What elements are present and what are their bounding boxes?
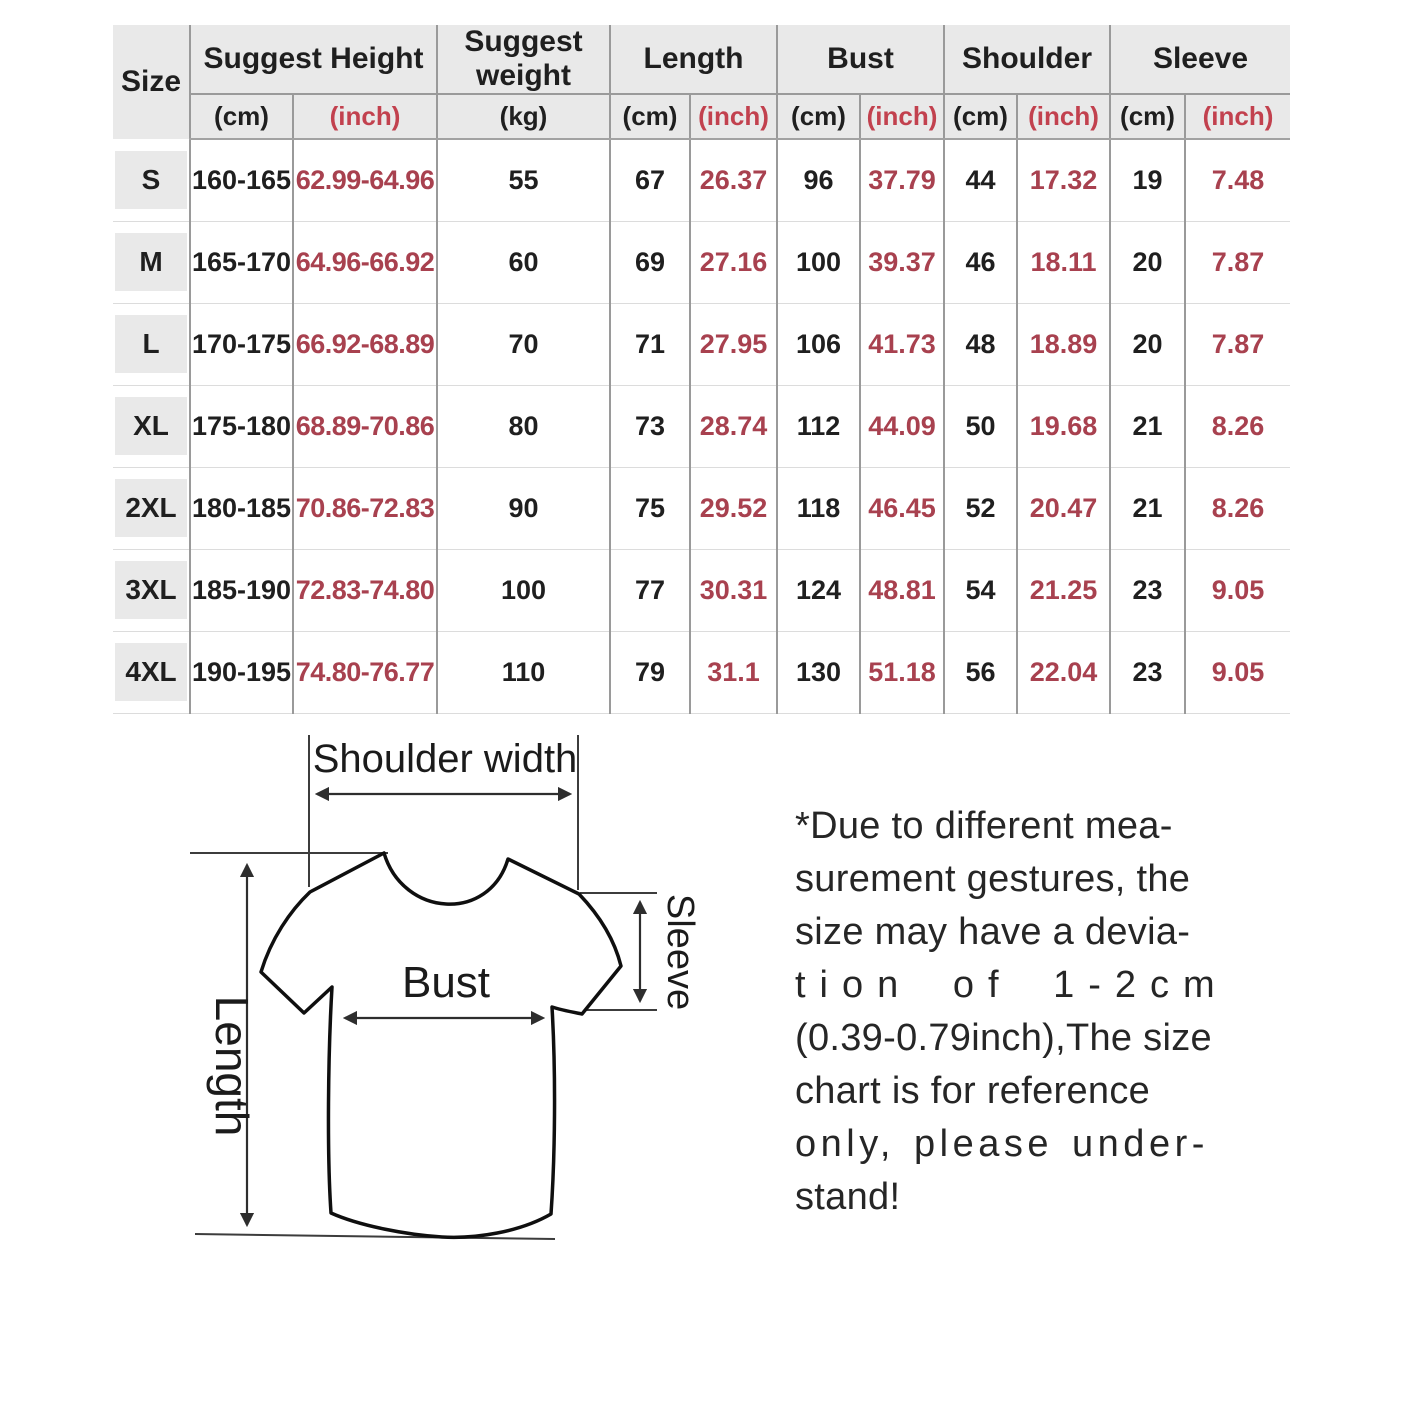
table-cell: 112	[777, 385, 860, 467]
note-line: only, please under-	[795, 1123, 1209, 1165]
length-bottom-guide-line	[195, 1234, 555, 1239]
table-cell: 70.86-72.83	[293, 467, 437, 549]
size-badge: 2XL	[115, 479, 187, 537]
unit-bust-cm: (cm)	[777, 94, 860, 139]
table-cell: 66.92-68.89	[293, 303, 437, 385]
unit-weight-kg: (kg)	[437, 94, 610, 139]
table-cell: 7.48	[1185, 139, 1290, 221]
size-cell	[113, 139, 190, 221]
size-chart-table	[113, 25, 1290, 714]
table-cell: 23	[1110, 549, 1185, 631]
table-cell: 165-170	[190, 221, 293, 303]
table-row-s	[113, 139, 1290, 221]
bust-label: Bust	[401, 958, 491, 1007]
unit-length-inch: (inch)	[690, 94, 777, 139]
size-badge: L	[115, 315, 187, 373]
table-cell: 185-190	[190, 549, 293, 631]
table-cell: 79	[610, 631, 690, 713]
table-cell: 75	[610, 467, 690, 549]
table-cell: 160-165	[190, 139, 293, 221]
table-cell: 130	[777, 631, 860, 713]
table-cell: 118	[777, 467, 860, 549]
table-cell: 41.73	[860, 303, 944, 385]
table-cell: 20	[1110, 221, 1185, 303]
size-chart-section	[113, 25, 1290, 714]
table-cell: 9.05	[1185, 631, 1290, 713]
unit-sleeve-cm: (cm)	[1110, 94, 1185, 139]
table-cell: 27.16	[690, 221, 777, 303]
table-row-4xl	[113, 631, 1290, 713]
note-line: *Due to different mea-	[795, 805, 1173, 847]
table-cell: 64.96-66.92	[293, 221, 437, 303]
table-cell: 48.81	[860, 549, 944, 631]
size-cell	[113, 303, 190, 385]
note-line: tion of 1-2cm	[795, 964, 1229, 1006]
size-cell	[113, 385, 190, 467]
table-cell: 19	[1110, 139, 1185, 221]
table-cell: 96	[777, 139, 860, 221]
unit-height-inch: (inch)	[293, 94, 437, 139]
table-cell: 20.47	[1017, 467, 1110, 549]
length-label: Length	[206, 995, 258, 1137]
table-cell: 190-195	[190, 631, 293, 713]
table-cell: 26.37	[690, 139, 777, 221]
table-cell: 110	[437, 631, 610, 713]
table-cell: 77	[610, 549, 690, 631]
table-cell: 7.87	[1185, 221, 1290, 303]
table-cell: 48	[944, 303, 1017, 385]
table-cell: 31.1	[690, 631, 777, 713]
table-cell: 69	[610, 221, 690, 303]
table-cell: 39.37	[860, 221, 944, 303]
table-cell: 18.11	[1017, 221, 1110, 303]
table-cell: 51.18	[860, 631, 944, 713]
tshirt-outline	[261, 853, 621, 1237]
col-header-shoulder: Shoulder	[944, 25, 1110, 94]
note-line: chart is for reference	[795, 1070, 1151, 1112]
table-row-xl	[113, 385, 1290, 467]
table-cell: 9.05	[1185, 549, 1290, 631]
header-units-row	[113, 94, 1290, 139]
table-cell: 7.87	[1185, 303, 1290, 385]
unit-sleeve-inch: (inch)	[1185, 94, 1290, 139]
header-group-row	[113, 25, 1290, 94]
table-cell: 18.89	[1017, 303, 1110, 385]
table-cell: 62.99-64.96	[293, 139, 437, 221]
measurement-note	[795, 800, 1247, 1224]
table-cell: 56	[944, 631, 1017, 713]
table-cell: 106	[777, 303, 860, 385]
note-line: stand!	[795, 1176, 901, 1218]
unit-length-cm: (cm)	[610, 94, 690, 139]
table-row-m	[113, 221, 1290, 303]
table-cell: 21	[1110, 467, 1185, 549]
table-cell: 22.04	[1017, 631, 1110, 713]
table-row-3xl	[113, 549, 1290, 631]
unit-shoulder-cm: (cm)	[944, 94, 1017, 139]
table-cell: 54	[944, 549, 1017, 631]
table-cell: 67	[610, 139, 690, 221]
table-cell: 19.68	[1017, 385, 1110, 467]
table-cell: 27.95	[690, 303, 777, 385]
table-cell: 21	[1110, 385, 1185, 467]
table-row-2xl	[113, 467, 1290, 549]
table-cell: 74.80-76.77	[293, 631, 437, 713]
table-cell: 90	[437, 467, 610, 549]
table-cell: 20	[1110, 303, 1185, 385]
table-cell: 80	[437, 385, 610, 467]
table-cell: 21.25	[1017, 549, 1110, 631]
table-cell: 44.09	[860, 385, 944, 467]
unit-shoulder-inch: (inch)	[1017, 94, 1110, 139]
col-header-bust: Bust	[777, 25, 944, 94]
col-header-length: Length	[610, 25, 777, 94]
tshirt-measurement-diagram	[165, 725, 725, 1305]
table-cell: 8.26	[1185, 385, 1290, 467]
size-badge: S	[115, 151, 187, 209]
note-line: (0.39-0.79inch),The size	[795, 1017, 1212, 1059]
size-cell	[113, 467, 190, 549]
table-row-l	[113, 303, 1290, 385]
col-header-suggest-weight: Suggest weight	[437, 25, 610, 94]
size-badge: M	[115, 233, 187, 291]
table-cell: 71	[610, 303, 690, 385]
table-cell: 28.74	[690, 385, 777, 467]
note-line: size may have a devia-	[795, 911, 1191, 953]
col-header-suggest-height: Suggest Height	[190, 25, 437, 94]
table-cell: 180-185	[190, 467, 293, 549]
size-cell	[113, 549, 190, 631]
table-cell: 68.89-70.86	[293, 385, 437, 467]
table-cell: 46.45	[860, 467, 944, 549]
table-cell: 30.31	[690, 549, 777, 631]
table-cell: 23	[1110, 631, 1185, 713]
table-cell: 100	[777, 221, 860, 303]
table-cell: 73	[610, 385, 690, 467]
table-cell: 55	[437, 139, 610, 221]
table-cell: 52	[944, 467, 1017, 549]
shoulder-width-label: Shoulder width	[312, 737, 578, 781]
table-cell: 170-175	[190, 303, 293, 385]
col-header-size: Size	[113, 25, 190, 139]
col-header-sleeve: Sleeve	[1110, 25, 1290, 94]
table-cell: 8.26	[1185, 467, 1290, 549]
note-line: surement gestures, the	[795, 858, 1191, 900]
unit-bust-inch: (inch)	[860, 94, 944, 139]
table-cell: 70	[437, 303, 610, 385]
table-cell: 37.79	[860, 139, 944, 221]
size-badge: 3XL	[115, 561, 187, 619]
table-cell: 29.52	[690, 467, 777, 549]
size-badge: XL	[115, 397, 187, 455]
size-cell	[113, 631, 190, 713]
table-cell: 72.83-74.80	[293, 549, 437, 631]
size-badge: 4XL	[115, 643, 187, 701]
table-cell: 44	[944, 139, 1017, 221]
table-cell: 50	[944, 385, 1017, 467]
size-cell	[113, 221, 190, 303]
unit-height-cm: (cm)	[190, 94, 293, 139]
sleeve-label: Sleeve	[659, 893, 701, 1011]
table-cell: 46	[944, 221, 1017, 303]
table-cell: 175-180	[190, 385, 293, 467]
table-cell: 17.32	[1017, 139, 1110, 221]
table-cell: 60	[437, 221, 610, 303]
table-cell: 100	[437, 549, 610, 631]
table-cell: 124	[777, 549, 860, 631]
